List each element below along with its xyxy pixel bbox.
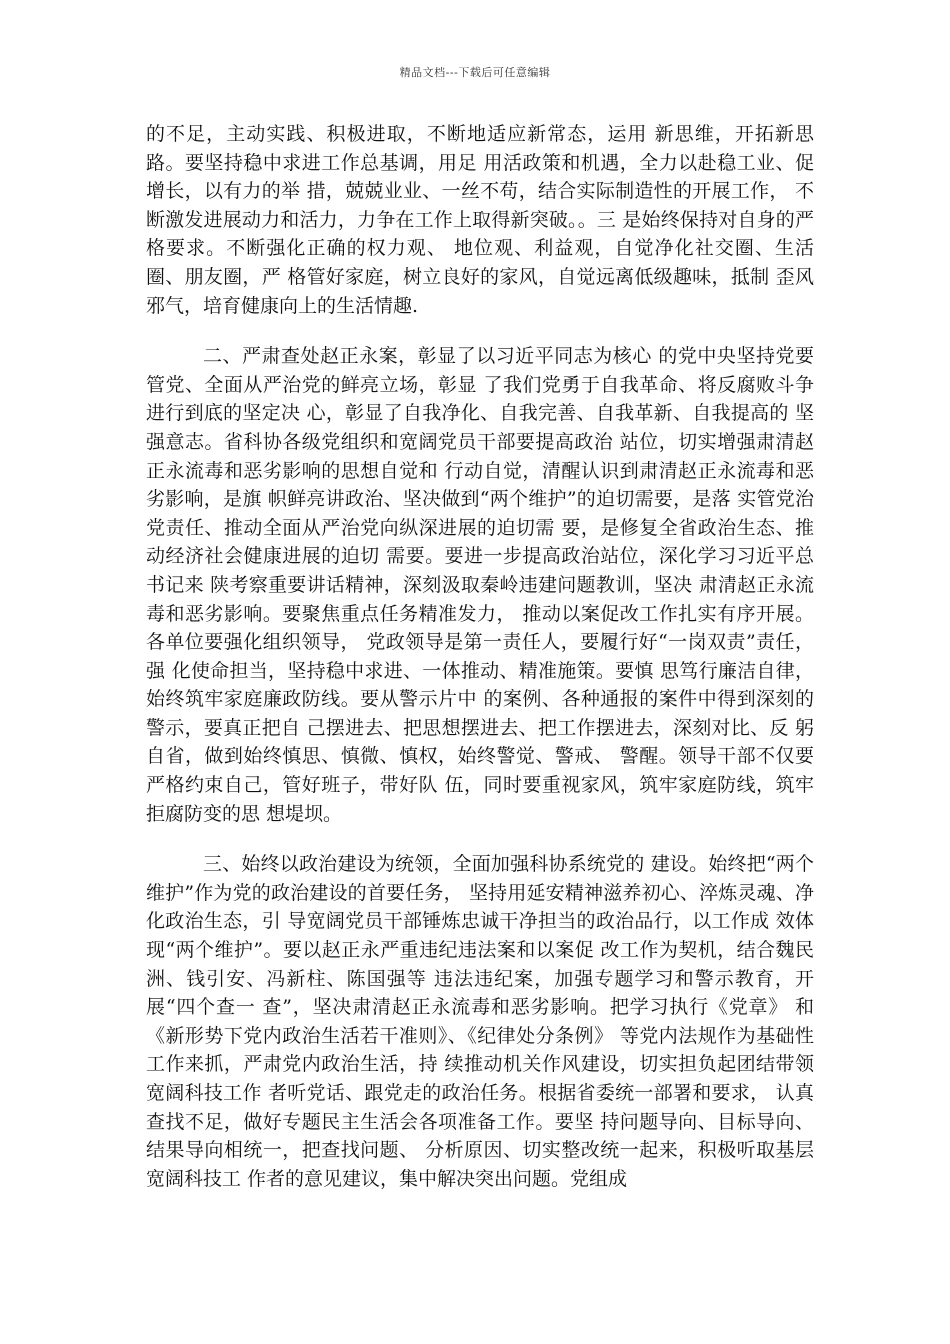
paragraph-continuation: 的不足，主动实践、积极进取，不断地适应新常态，运用 新思维，开拓新思路。要坚持稳中求进工作总基调，用足 用活政策和机遇，全力以赴稳工业、促增长，以有力的举 措，兢兢业业、一丝不苟，结合实际制造性的开展工作， 不断激发进展动力和活力，力争在工作上取得新突破。。三 是始终保持对自身的严格要求。不断强化正确的权力观、 地位观、利益观，自觉净化社交圈、生活圈、朋友圈，严 格管好家庭，树立良好的家风，自觉远离低级趣味，抵制 歪风邪气，培育健康向上的生活情趣. xyxy=(146,123,814,317)
paragraph-section-three: 三、始终以政治建设为统领，全面加强科协系统党的 建设。始终把“两个维护”作为党的政治建设的首要任务， 坚持用延安精神滋养初心、淬炼灵魂、净化政治生态，引 导宽阔党员干部锤炼忠诚干净担当的政治品行，以工作成 效体现“两个维护”。要以赵正永严重违纪违法案和以案促 改工作为契机，结合魏民洲、钱引安、冯新柱、陈国强等 违法违纪案，加强专题学习和警示教育，开展“四个查一 查”，坚决肃清赵正永流毒和恶劣影响。把学习执行《党章》 和《新形势下党内政治生活若干准则》、《纪律处分条例》 等党内法规作为基础性工作来抓，严肃党内政治生活，持 续推动机关作风建设，切实担负起团结带领宽阔科技工作 者听党话、跟党走的政治任务。根据省委统一部署和要求， 认真查找不足，做好专题民主生活会各项准备工作。要坚 持问题导向、目标导向、结果导向相统一，把查找问题、 分析原因、切实整改统一起来，积极听取基层宽阔科技工 作者的意见建议，集中解决突出问题。党组成 xyxy=(146,853,814,1190)
document-body xyxy=(146,120,814,1193)
paragraph-section-two: 二、严肃查处赵正永案，彰显了以习近平同志为核心 的党中央坚持党要管党、全面从严治党的鲜亮立场，彰显 了我们党勇于自我革命、将反腐败斗争进行到底的坚定决 心，彰显了自我净化、自我完善、自我革新、自我提高的 坚强意志。省科协各级党组织和宽阔党员干部要提高政治 站位，切实增强肃清赵正永流毒和恶劣影响的思想自觉和 行动自觉，清醒认识到肃清赵正永流毒和恶劣影响，是旗 帜鲜亮讲政治、坚决做到“两个维护”的迫切需要，是落 实管党治党责任、推动全面从严治党向纵深进展的迫切需 要，是修复全省政治生态、推动经济社会健康进展的迫切 需要。要进一步提高政治站位，深化学习习近平总书记来 陕考察重要讲话精神，深刻汲取秦岭违建问题教训，坚决 肃清赵正永流毒和恶劣影响。要聚焦重点任务精准发力， 推动以案促改工作扎实有序开展。各单位要强化组织领导， 党政领导是第一责任人，要履行好“一岗双责”责任，强 化使命担当，坚持稳中求进、一体推动、精准施策。要慎 思笃行廉洁自律，始终筑牢家庭廉政防线。要从警示片中 的案例、各种通报的案件中得到深刻的警示，要真正把自 己摆进去、把思想摆进去、把工作摆进去，深刻对比、反 躬自省，做到始终慎思、慎微、慎权，始终警觉、警戒、 警醒。领导干部不仅要严格约束自己，管好班子，带好队 伍，同时要重视家风，筑牢家庭防线，筑牢拒腐防变的思 想堤坝。 xyxy=(146,345,814,825)
page-header: 精品文档---下载后可任意编辑 xyxy=(399,66,551,79)
